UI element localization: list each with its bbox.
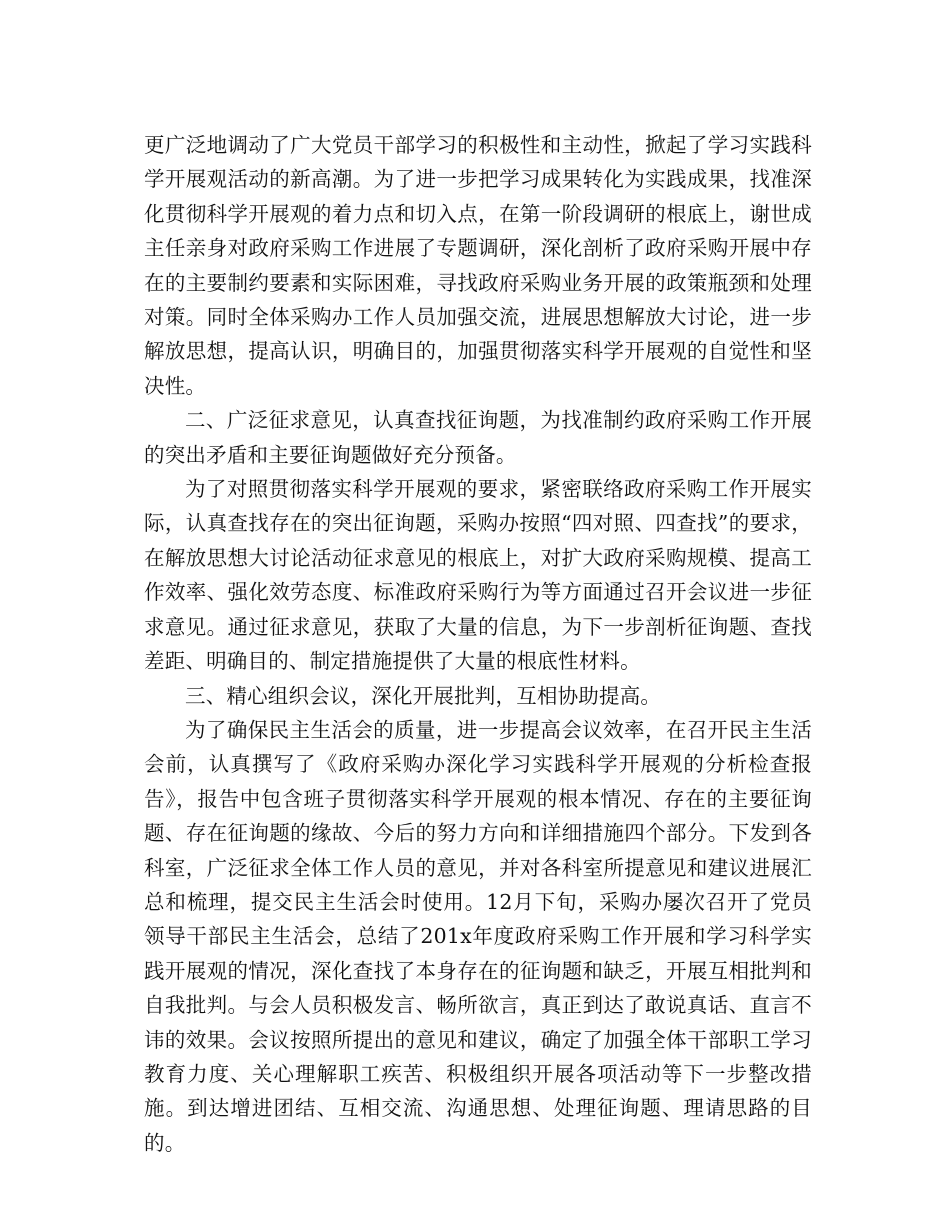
paragraph-body: 为了对照贯彻落实科学开展观的要求，紧密联络政府采购工作开展实际，认真查找存在的突出征询题，采购办按照“四对照、四查找”的要求，在解放思想大讨论活动征求意见的根底上，对扩大政府采购规模、提高工作效率、强化效劳态度、标准政府采购行为等方面通过召开会议进一步征求意见。通过征求意见，获取了大量的信息，为下一步剖析征询题、查找差距、明确目的、制定措施提供了大量的根底性材料。 [144,477,812,674]
paragraph-continuation: 更广泛地调动了广大党员干部学习的积极性和主动性，掀起了学习实践科学开展观活动的新高潮。为了进一步把学习成果转化为实践成果，找准深化贯彻科学开展观的着力点和切入点，在第一阶段调研的根底上，谢世成主任亲身对政府采购工作进展了专题调研，深化剖析了政府采购开展中存在的主要制约要素和实际困难，寻找政府采购业务开展的政策瓶颈和处理对策。同时全体采购办工作人员加强交流，进展思想解放大讨论，进一步解放思想，提高认识，明确目的，加强贯彻落实科学开展观的自觉性和坚决性。 [144,133,812,398]
document-body [144,128,812,1160]
section-heading-three: 三、精心组织会议，深化开展批判，互相协助提高。 [185,683,662,708]
paragraph-body: 为了确保民主生活会的质量，进一步提高会议效率，在召开民主生活会前，认真撰写了《政府采购办深化学习实践科学开展观的分析检查报告》，报告中包含班子贯彻落实科学开展观的根本情况、存在的主要征询题、存在征询题的缘故、今后的努力方向和详细措施四个部分。下发到各科室，广泛征求全体工作人员的意见，并对各科室所提意见和建议进展汇总和梳理，提交民主生活会时使用。12月下旬，采购办屡次召开了党员领导干部民主生活会，总结了201x年度政府采购工作开展和学习科学实践开展观的情况，深化查找了本身存在的征询题和缺乏，开展互相批判和自我批判。与会人员积极发言、畅所欲言，真正到达了敢说真话、直言不讳的效果。会议按照所提出的意见和建议，确定了加强全体干部职工学习教育力度、关心理解职工疾苦、积极组织开展各项活动等下一步整改措施。到达增进团结、互相交流、沟通思想、处理征询题、理请思路的目的。 [144,717,812,1155]
section-heading-two: 二、广泛征求意见，认真查找征询题，为找准制约政府采购工作开展的突出矛盾和主要征询题做好充分预备。 [144,408,812,467]
